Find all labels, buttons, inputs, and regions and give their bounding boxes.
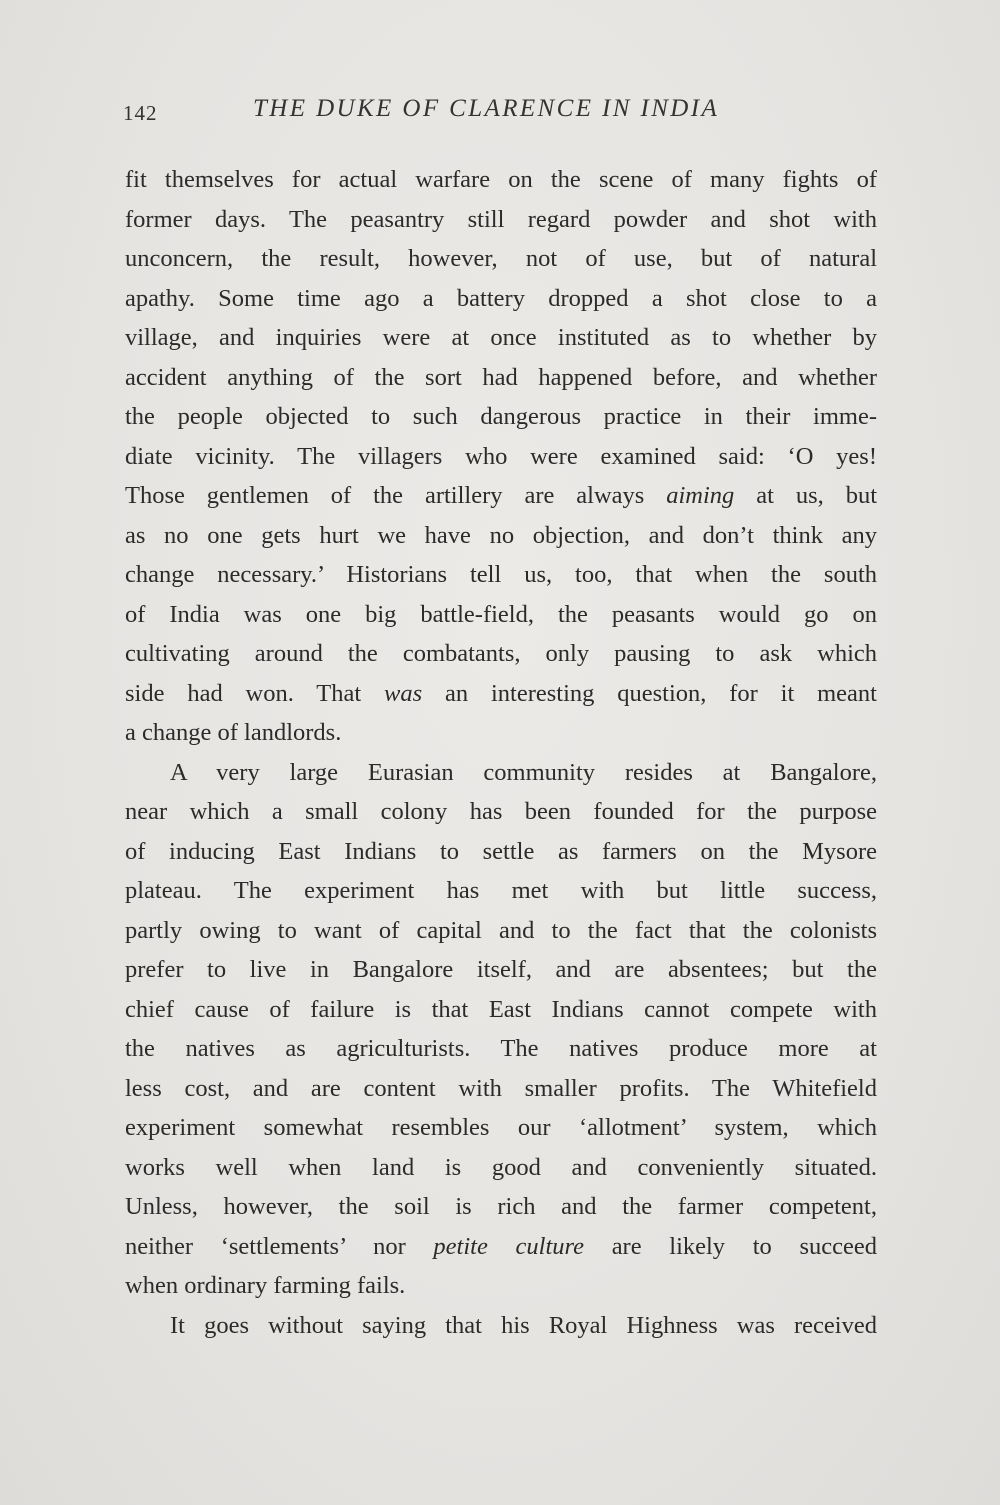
text-line: A very large Eurasian community resides at Bangalore, — [170, 758, 877, 786]
text-line: village, and inquiries were at once instituted as to whether by — [125, 324, 877, 351]
text-line: diate vicinity. The villagers who were examined said: ‘O yes! — [125, 442, 877, 470]
text-line: of inducing East Indians to settle as farmers on the Mysore — [125, 837, 877, 865]
text-line: change necessary.’ Historians tell us, too, that when the south — [125, 561, 877, 588]
text-line: unconcern, the result, however, not of use, but of natural — [125, 245, 877, 272]
text-line: the people objected to such dangerous practice in their imme- — [125, 403, 877, 430]
text-line: when ordinary farming fails. — [125, 1272, 406, 1299]
text-line: plateau. The experiment has met with but little success, — [125, 877, 877, 904]
text-line: of India was one big battle-field, the peasants would go on — [125, 600, 877, 628]
text-line-with-italic: side had won. That was an interesting question, for it meant — [125, 679, 877, 707]
text-line: a change of landlords. — [125, 719, 342, 746]
running-title: THE DUKE OF CLARENCE IN INDIA — [253, 95, 720, 122]
page-number: 142 — [123, 101, 158, 125]
text-line: Unless, however, the soil is rich and the farmer competent, — [125, 1193, 877, 1220]
text-line: less cost, and are content with smaller profits. The Whitefield — [125, 1074, 877, 1102]
text-line: partly owing to want of capital and to the fact that the colonists — [125, 916, 877, 944]
text-line: as no one gets hurt we have no objection, and don’t think any — [125, 521, 877, 549]
text-line: cultivating around the combatants, only pausing to ask which — [125, 640, 877, 667]
text-line: fit themselves for actual warfare on the scene of many fights of — [125, 166, 877, 193]
text-line: apathy. Some time ago a battery dropped a shot close to a — [125, 284, 877, 312]
text-line: near which a small colony has been founded for the purpose — [125, 798, 877, 825]
text-line: It goes without saying that his Royal Highness was received — [170, 1311, 877, 1339]
text-line: works well when land is good and conveniently situated. — [125, 1153, 877, 1181]
body-text — [125, 160, 877, 1345]
text-line-with-italic: Those gentlemen of the artillery are always aiming at us, but — [125, 482, 877, 509]
italic-phrase: petite culture — [433, 1232, 585, 1260]
text-line: chief cause of failure is that East Indians cannot compete with — [125, 995, 877, 1023]
text-line: experiment somewhat resembles our ‘allotment’ system, which — [125, 1114, 877, 1141]
italic-phrase: aiming — [666, 482, 735, 509]
text-line: former days. The peasantry still regard powder and shot with — [125, 205, 877, 233]
page-header — [123, 93, 875, 133]
text-line: accident anything of the sort had happened before, and whether — [125, 363, 877, 391]
text-line: the natives as agriculturists. The natives produce more at — [125, 1035, 877, 1062]
italic-phrase: was — [384, 679, 423, 707]
text-line: prefer to live in Bangalore itself, and are absentees; but the — [125, 956, 877, 983]
text-line-with-italic: neither ‘settlements’ nor petite culture are likely to succeed — [125, 1232, 877, 1260]
